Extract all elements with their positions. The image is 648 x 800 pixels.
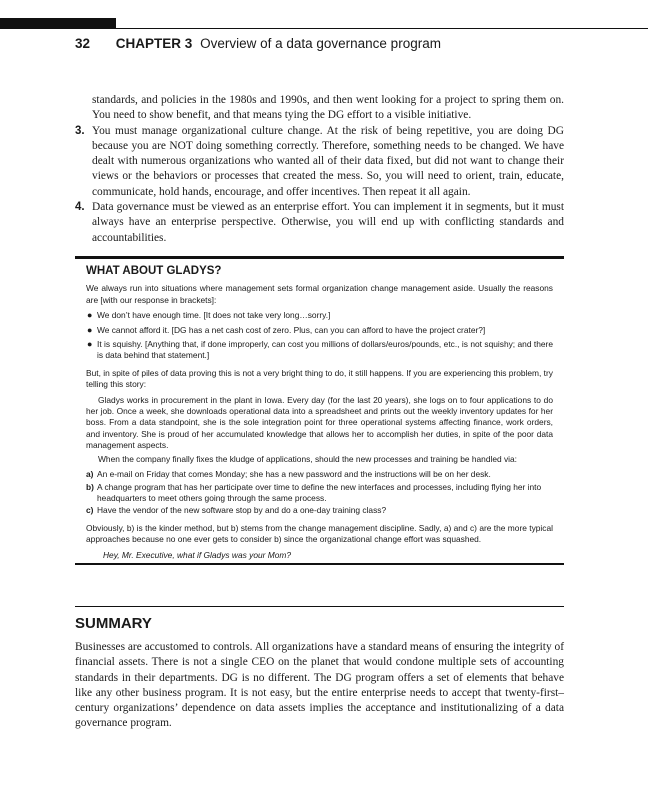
summary-rule <box>75 606 564 607</box>
option-label: c) <box>86 505 94 516</box>
sidebar-quote: Hey, Mr. Executive, what if Gladys was your Mom? <box>103 549 292 560</box>
option-text: An e-mail on Friday that comes Monday; she has a new password and the instructions will be on her desk. <box>97 469 491 480</box>
bullet-item <box>86 325 553 336</box>
bullet-item <box>86 339 553 362</box>
chapter-label: CHAPTER 3 <box>115 36 193 51</box>
option-label: b) <box>86 481 94 492</box>
bullet-icon: ● <box>87 310 93 321</box>
sidebar-box-top-rule <box>75 256 564 259</box>
option-label: a) <box>86 469 94 480</box>
bullet-item <box>86 310 553 321</box>
sidebar-box-bottom-rule <box>75 563 564 565</box>
list-item <box>75 200 564 246</box>
header-rule <box>116 28 648 29</box>
list-item-text: Data governance must be viewed as an enterprise effort. You can implement it in segments, but it must always have an enterprise perspective. Otherwise, you will end up with conflicting standards and accountabilities. <box>92 201 564 244</box>
bullet-text: It is squishy. [Anything that, if done improperly, can cost you millions of dollars/euros/pounds, etc., is not squishy; and there is data behind that statement.] <box>97 339 553 361</box>
option-item <box>86 469 553 480</box>
option-list <box>86 469 553 517</box>
sidebar-paragraph: Obviously, b) is the kinder method, but b) stems from the change management discipline. Sadly, a) and c) are the more typical approaches because no one ever gets to consider b) since the organizational change effort was squashed. <box>86 522 553 545</box>
sidebar-box-title: WHAT ABOUT GLADYS? <box>86 265 222 277</box>
running-header <box>75 36 441 51</box>
bullet-list <box>86 310 553 362</box>
sidebar-intro: We always run into situations where management sets formal organization change management aside. Usually the reasons are [with our response in brackets]: <box>86 283 553 305</box>
chapter-title: Overview of a data governance program <box>200 36 441 51</box>
bullet-icon: ● <box>87 324 93 335</box>
summary-paragraph: Businesses are accustomed to controls. All organizations have a standard means of ensuring the integrity of financial assets. There is not a single CEO on the planet that would condone multiple sets of accounting standards in their departments. DG is no different. The DG program offers a set of elements that behave like any other business program. It is not easy, but the entire enterprise needs to accept that twenty-first–century organizations’ dependence on data assets implies the acceptance and institutionalizing of a data governance program. <box>75 641 564 730</box>
list-item <box>75 124 564 200</box>
header-bar-decoration <box>0 18 116 29</box>
list-item-text: standards, and policies in the 1980s and 1990s, and then went looking for a project to spring them on. You need to show benefit, and that means tying the DG effort to a visible initiative. <box>92 94 564 122</box>
list-item-text: You must manage organizational culture change. At the risk of being repetitive, you are doing DG because you are NOT doing something correctly. Therefore, something needs to be changed. We have dealt with numerous organizations who wanted all of their data fixed, but did not want to change their views or the behaviors or processes that created the mess. So, you will need to orient, train, educate, communicate, hold hands, encourage, and offer incentives. Then repeat it all again. <box>92 124 564 198</box>
summary-heading: SUMMARY <box>75 615 152 632</box>
option-text: A change program that has her participate over time to define the new interfaces and processes, including flying her into headquarters to meet others going through the same process. <box>97 481 542 503</box>
list-number: 4. <box>75 201 85 214</box>
sidebar-paragraph: But, in spite of piles of data proving this is not a very bright thing to do, it still happens. If you are experiencing this problem, try telling this story: <box>86 367 553 390</box>
numbered-list <box>75 93 564 246</box>
list-number: 3. <box>75 124 85 137</box>
bullet-text: We don’t have enough time. [It does not take very long…sorry.] <box>97 310 331 321</box>
option-item <box>86 482 553 505</box>
page-number: 32 <box>75 36 91 51</box>
list-item-continued <box>75 93 564 124</box>
sidebar-paragraph: When the company finally fixes the kludge of applications, should the new processes and training be handled via: <box>98 453 518 464</box>
option-item <box>86 505 553 516</box>
sidebar-box <box>86 266 553 561</box>
option-text: Have the vendor of the new software stop by and do a one-day training class? <box>97 505 387 516</box>
bullet-icon: ● <box>87 339 93 350</box>
bullet-text: We cannot afford it. [DG has a net cash cost of zero. Plus, can you can afford to have the project crater?] <box>97 324 486 335</box>
sidebar-paragraph: Gladys works in procurement in the plant in Iowa. Every day (for the last 20 years), she logs on to four applications to do her job. Once a week, she downloads operational data into a spreadsheet and prints out the weekly inventory updates for her boss. From a data standpoint, she is the sole integration point for three operational systems affecting finance, work orders, and inventory. She is proud of her accumulated knowledge that allows her to accomplish her duties, in spite of the poor data management aspects. <box>86 394 553 451</box>
